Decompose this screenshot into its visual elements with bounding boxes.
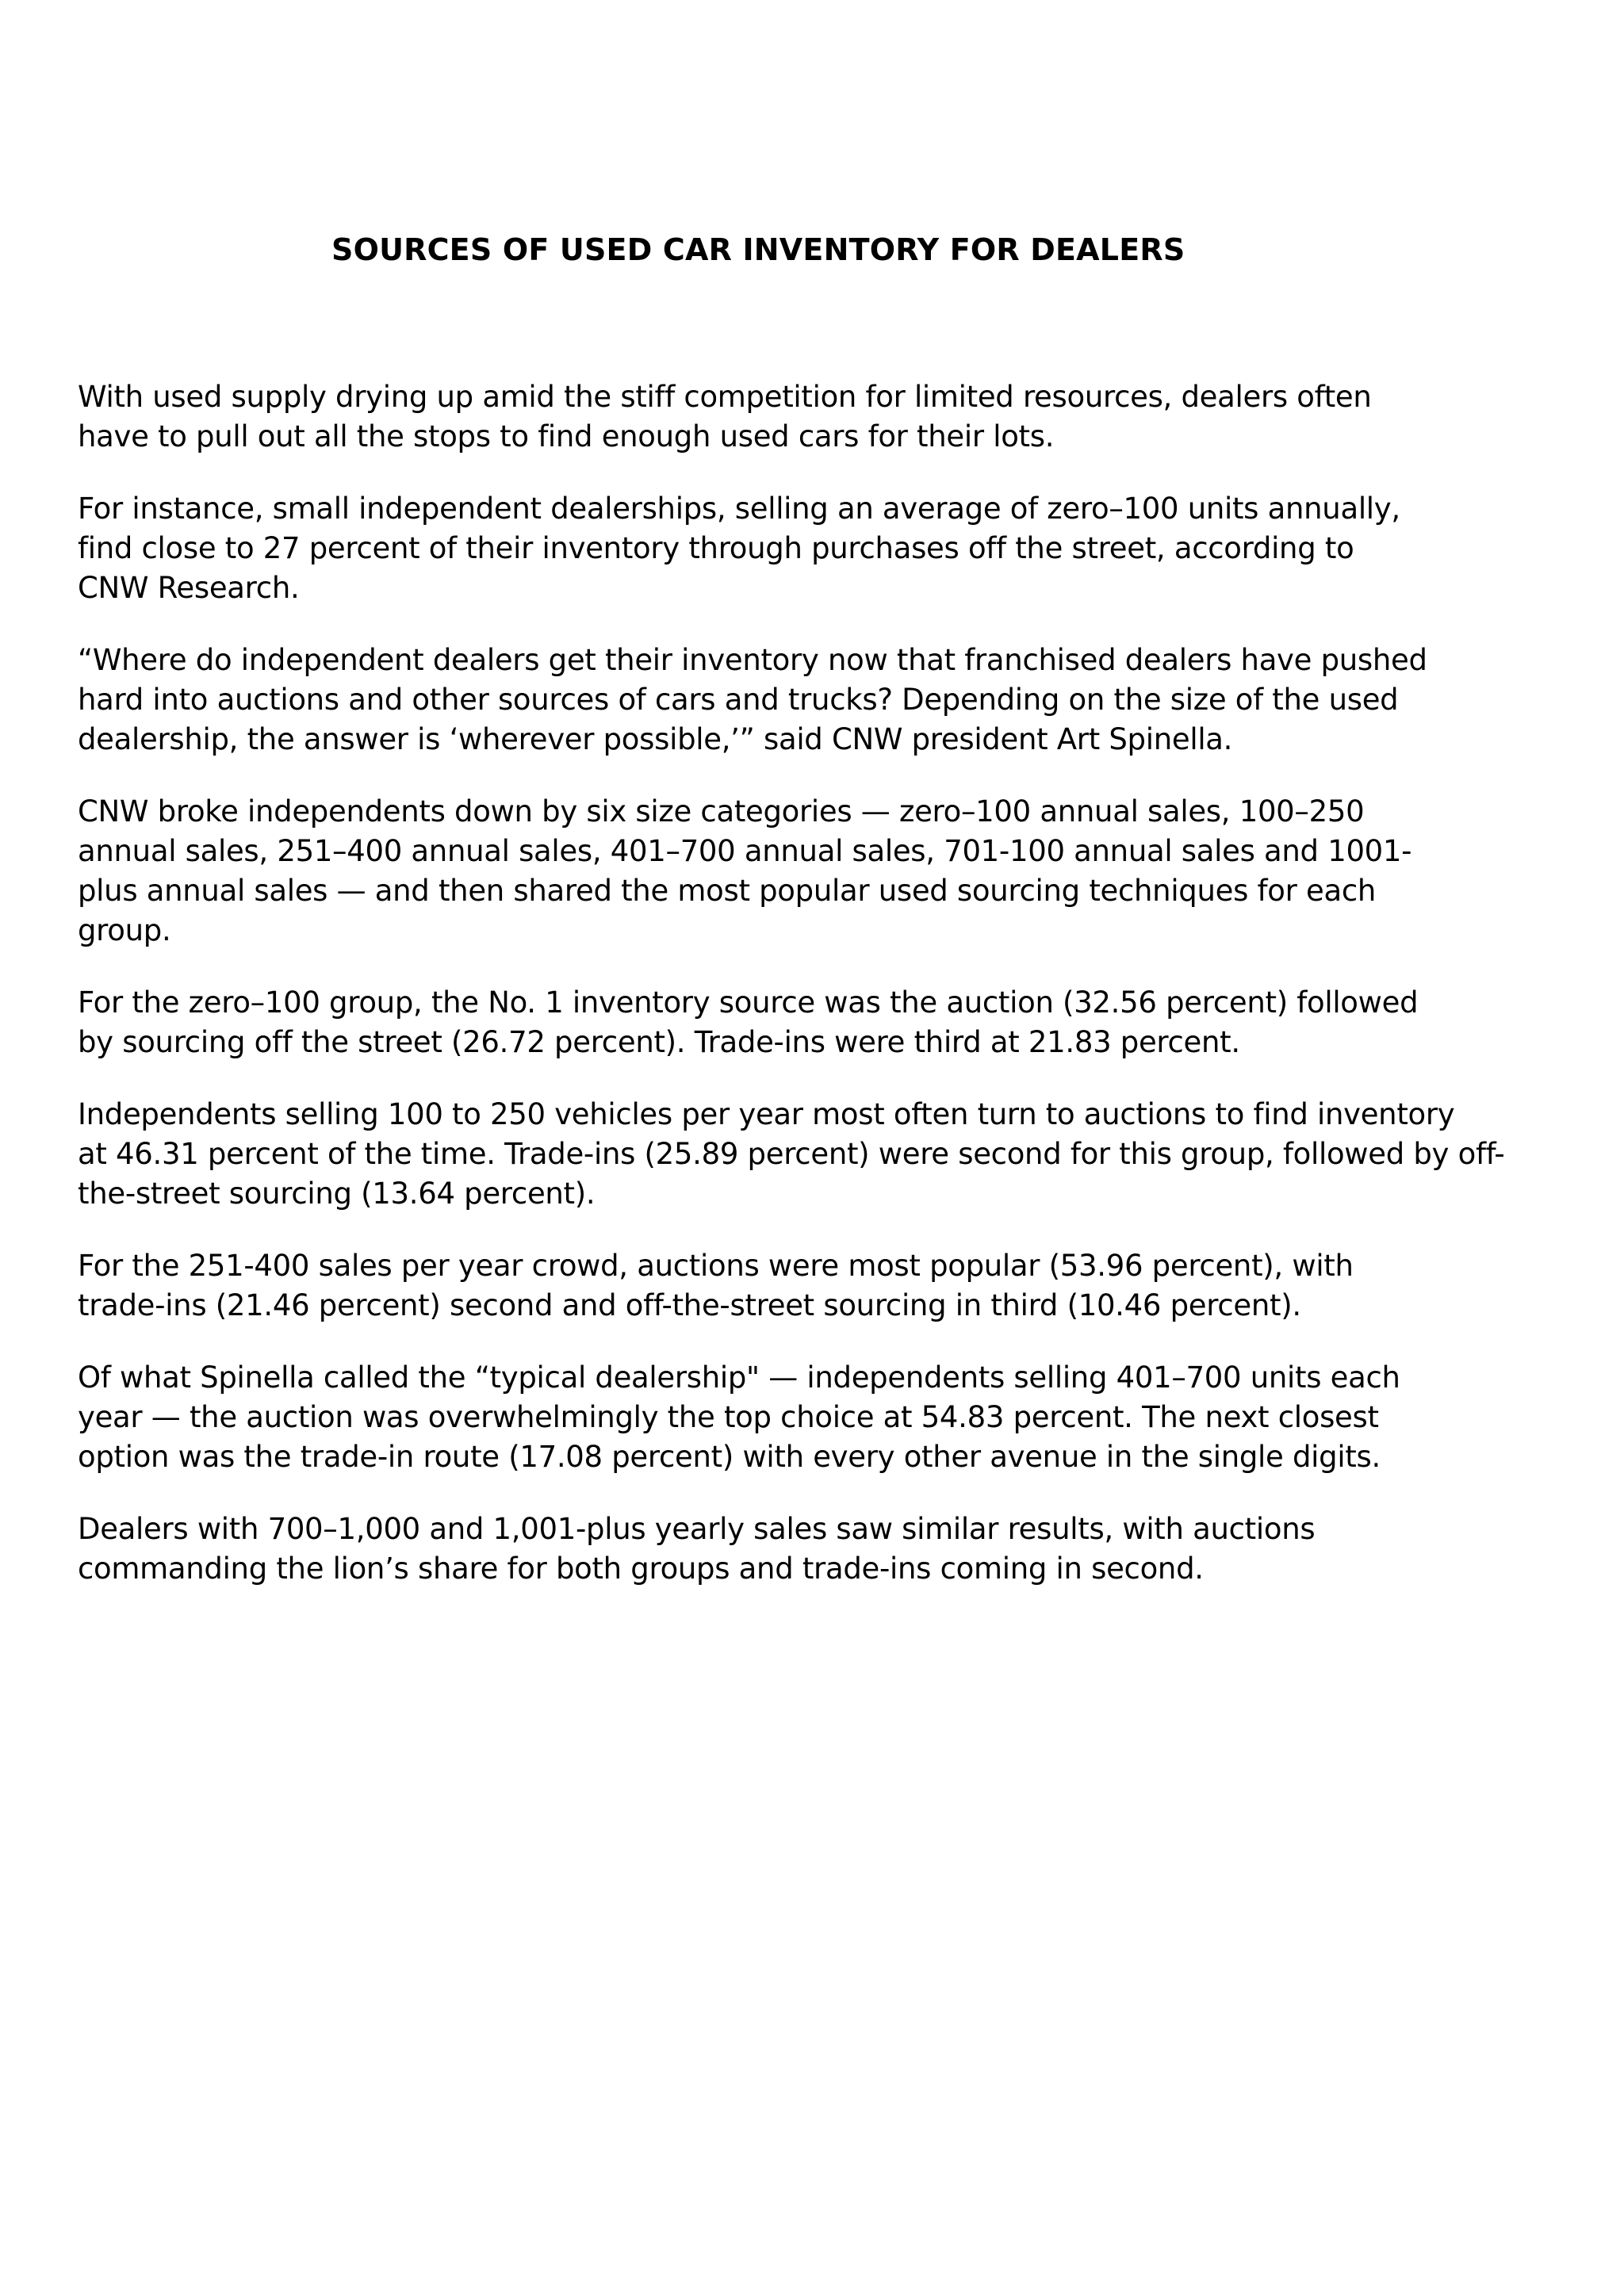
paragraph-line: CNW Research. bbox=[78, 571, 300, 605]
paragraph-line: CNW broke independents down by six size categories — zero–100 annual sales, 100–250 bbox=[78, 794, 1365, 828]
paragraph-6 bbox=[78, 1095, 1568, 1214]
paragraph-line: For the 251-400 sales per year crowd, auctions were most popular (53.96 percent), with bbox=[78, 1249, 1354, 1283]
paragraph-4 bbox=[78, 792, 1568, 951]
paragraph-line: dealership, the answer is ‘wherever possible,’” said CNW president Art Spinella. bbox=[78, 722, 1233, 756]
paragraph-line: For the zero–100 group, the No. 1 inventory source was the auction (32.56 percent) followed bbox=[78, 985, 1419, 1020]
paragraph-5 bbox=[78, 983, 1568, 1062]
paragraph-line: plus annual sales — and then shared the most popular used sourcing techniques for each bbox=[78, 874, 1377, 908]
paragraph-line: group. bbox=[78, 913, 171, 947]
paragraph-line: Of what Spinella called the “typical dealership" — independents selling 401–700 units each bbox=[78, 1360, 1400, 1395]
paragraph-7 bbox=[78, 1246, 1568, 1326]
paragraph-line: hard into auctions and other sources of cars and trucks? Depending on the size of the used bbox=[78, 683, 1399, 717]
paragraph-2 bbox=[78, 489, 1568, 608]
paragraph-3 bbox=[78, 641, 1568, 760]
paragraph-line: option was the trade-in route (17.08 percent) with every other avenue in the single digits. bbox=[78, 1440, 1381, 1474]
paragraph-line: With used supply drying up amid the stiff competition for limited resources, dealers often bbox=[78, 380, 1372, 414]
paragraph-line: trade-ins (21.46 percent) second and off-the-street sourcing in third (10.46 percent). bbox=[78, 1288, 1301, 1322]
document-title: SOURCES OF USED CAR INVENTORY FOR DEALERS bbox=[331, 232, 1185, 267]
paragraph-line: find close to 27 percent of their inventory through purchases off the street, according to bbox=[78, 531, 1354, 565]
document-body bbox=[78, 377, 1568, 1621]
paragraph-line: at 46.31 percent of the time. Trade-ins (25.89 percent) were second for this group, followed by off- bbox=[78, 1137, 1505, 1171]
paragraph-line: “Where do independent dealers get their inventory now that franchised dealers have pushed bbox=[78, 643, 1427, 677]
paragraph-1 bbox=[78, 377, 1568, 457]
paragraph-line: have to pull out all the stops to find enough used cars for their lots. bbox=[78, 419, 1055, 453]
paragraph-line: the-street sourcing (13.64 percent). bbox=[78, 1177, 596, 1211]
paragraph-line: year — the auction was overwhelmingly the top choice at 54.83 percent. The next closest bbox=[78, 1400, 1379, 1434]
paragraph-line: commanding the lion’s share for both groups and trade-ins coming in second. bbox=[78, 1552, 1204, 1586]
paragraph-line: Dealers with 700–1,000 and 1,001-plus yearly sales saw similar results, with auctions bbox=[78, 1512, 1316, 1546]
paragraph-line: annual sales, 251–400 annual sales, 401–700 annual sales, 701-100 annual sales and 1001- bbox=[78, 834, 1412, 868]
paragraph-line: by sourcing off the street (26.72 percent). Trade-ins were third at 21.83 percent. bbox=[78, 1025, 1240, 1059]
paragraph-9 bbox=[78, 1510, 1568, 1589]
paragraph-line: Independents selling 100 to 250 vehicles per year most often turn to auctions to find inventory bbox=[78, 1097, 1455, 1131]
paragraph-line: For instance, small independent dealerships, selling an average of zero–100 units annually, bbox=[78, 492, 1400, 526]
paragraph-8 bbox=[78, 1358, 1568, 1477]
